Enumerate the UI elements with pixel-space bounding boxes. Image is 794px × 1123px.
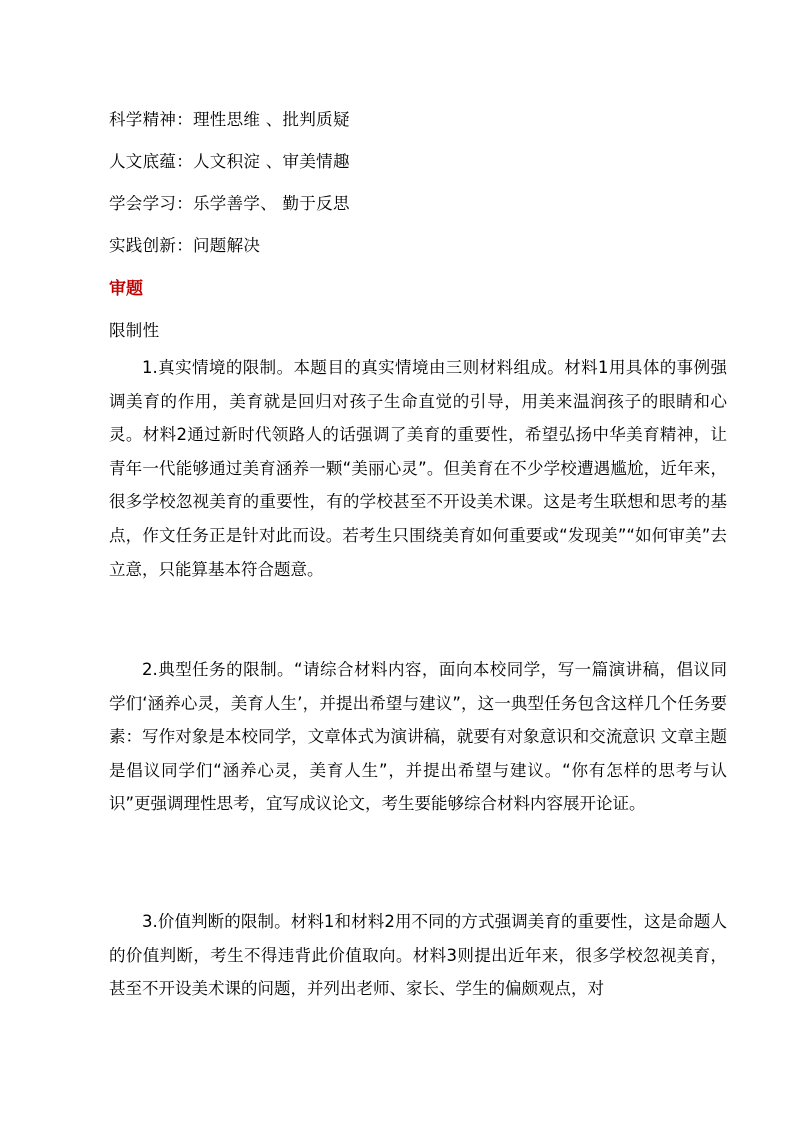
competency-line-humanities: 人文底蕴：人文积淀 、审美情趣	[109, 152, 350, 171]
paragraph-3-text: 3.价值判断的限制。材料1和材料2用不同的方式强调美育的重要性，这是命题人的价值判断，考生不得违背此价值取向。材料3则提出近年来，很多学校忽视美育，甚至不开设美术课的问题，并列出老师、家长、学生的偏颇观点，对	[109, 912, 727, 999]
paragraph-2	[109, 653, 727, 821]
competency-line-learning: 学会学习：乐学善学、 勤于反思	[109, 194, 350, 213]
paragraph-1	[109, 351, 727, 586]
competency-line-innovation: 实践创新：问题解决	[109, 236, 261, 255]
paragraph-2-text: 2.典型任务的限制。“请综合材料内容，面向本校同学，写一篇演讲稿，倡议同学们‘涵养心灵，美育人生’，并提出希望与建议”，这一典型任务包含这样几个任务要素：写作对象是本校同学，文章体式为演讲稿，就要有对象意识和交流意识 文章主题是倡议同学们“涵养心灵，美育人生”，并提出希望与建议。“你有怎样的思考与认识”更强调理性思考，宜写成议论文，考生要能够综合材料内容展开论证。	[109, 660, 727, 814]
paragraph-1-text: 1.真实情境的限制。本题目的真实情境由三则材料组成。材料1用具体的事例强调美育的作用，美育就是回归对孩子生命直觉的引导，用美来温润孩子的眼睛和心灵。材料2通过新时代领路人的话强调了美育的重要性，希望弘扬中华美育精神，让青年一代能够通过美育涵养一颗“美丽心灵”。但美育在不少学校遭遇尴尬，近年来，很多学校忽视美育的重要性，有的学校甚至不开设美术课。这是考生联想和思考的基点，作文任务正是针对此而设。若考生只围绕美育如何重要或“发现美”“如何审美”去立意，只能算基本符合题意。	[109, 358, 727, 579]
competency-line-science: 科学精神：理性思维 、批判质疑	[109, 110, 350, 129]
section-heading: 审题	[109, 279, 143, 299]
subheading: 限制性	[109, 321, 160, 340]
paragraph-3	[109, 905, 727, 1006]
